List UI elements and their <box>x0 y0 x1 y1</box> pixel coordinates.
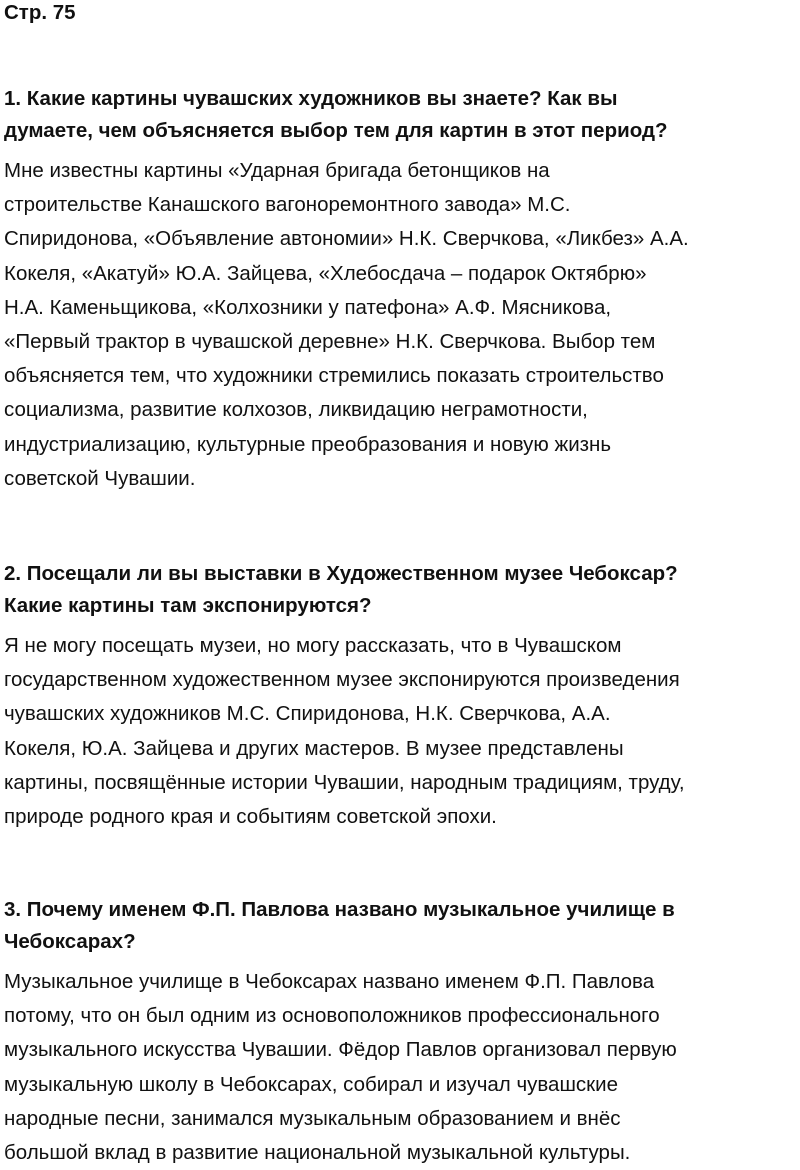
answer-1-line-3: Спиридонова, «Объявление автономии» Н.К. Сверчкова, «Ликбез» А.А. <box>4 227 689 251</box>
qa-block-3 <box>4 894 796 1170</box>
question-3-line-1: 3. Почему именем Ф.П. Павлова названо музыкальное училище в <box>4 898 675 921</box>
answer-1-line-6: «Первый трактор в чувашской деревне» Н.К. Сверчкова. Выбор тем <box>4 330 656 354</box>
answer-3-line-3: музыкального искусства Чувашии. Фёдор Павлов организовал первую <box>4 1038 677 1062</box>
answer-2-line-6: природе родного края и событиям советской эпохи. <box>4 805 497 829</box>
question-2 <box>4 558 796 622</box>
question-2-line-1: 2. Посещали ли вы выставки в Художественном музее Чебоксар? <box>4 562 678 585</box>
answer-1-line-10: советской Чувашии. <box>4 466 196 490</box>
question-3-line-2: Чебоксарах? <box>4 930 136 953</box>
question-1-line-2: думаете, чем объясняется выбор тем для картин в этот период? <box>4 119 668 142</box>
answer-3-line-1: Музыкальное училище в Чебоксарах названо именем Ф.П. Павлова <box>4 970 655 993</box>
answer-2 <box>4 629 796 834</box>
answer-3-line-5: народные песни, занимался музыкальным образованием и внёс <box>4 1106 621 1130</box>
page-title: Стр. 75 <box>4 1 76 24</box>
question-3 <box>4 894 796 958</box>
question-2-line-2: Какие картины там экспонируются? <box>4 594 372 617</box>
qa-block-2 <box>4 558 796 834</box>
answer-3 <box>4 965 796 1170</box>
question-1 <box>4 83 796 147</box>
question-1-line-1: 1. Какие картины чувашских художников вы знаете? Как вы <box>4 87 618 110</box>
answer-1-line-4: Кокеля, «Акатуй» Ю.А. Зайцева, «Хлебосдача – подарок Октябрю» <box>4 261 647 285</box>
answer-2-line-2: государственном художественном музее экспонируются произведения <box>4 668 680 692</box>
answer-3-line-2: потому, что он был одним из основоположников профессионального <box>4 1004 660 1028</box>
answer-2-line-1: Я не могу посещать музеи, но могу рассказать, что в Чувашском <box>4 634 622 657</box>
answer-1-line-1: Мне известны картины «Ударная бригада бетонщиков на <box>4 159 550 182</box>
answer-1-line-8: социализма, развитие колхозов, ликвидацию неграмотности, <box>4 398 588 422</box>
answer-2-line-5: картины, посвящённые истории Чувашии, народным традициям, труду, <box>4 770 685 794</box>
answer-1-line-2: строительстве Канашского вагоноремонтного завода» М.С. <box>4 193 571 217</box>
answer-1 <box>4 154 796 496</box>
answer-1-line-7: объясняется тем, что художники стремились показать строительство <box>4 364 664 388</box>
answer-1-line-5: Н.А. Каменьщикова, «Колхозники у патефона» А.Ф. Мясникова, <box>4 295 612 319</box>
answer-2-line-3: чувашских художников М.С. Спиридонова, Н.К. Сверчкова, А.А. <box>4 702 611 726</box>
answer-3-line-4: музыкальную школу в Чебоксарах, собирал и изучал чувашские <box>4 1072 618 1096</box>
qa-block-1 <box>4 83 796 496</box>
answer-2-line-4: Кокеля, Ю.А. Зайцева и других мастеров. В музее представлены <box>4 736 624 760</box>
answer-3-line-6: большой вклад в развитие национальной музыкальной культуры. <box>4 1141 631 1165</box>
answer-1-line-9: индустриализацию, культурные преобразования и новую жизнь <box>4 432 612 456</box>
